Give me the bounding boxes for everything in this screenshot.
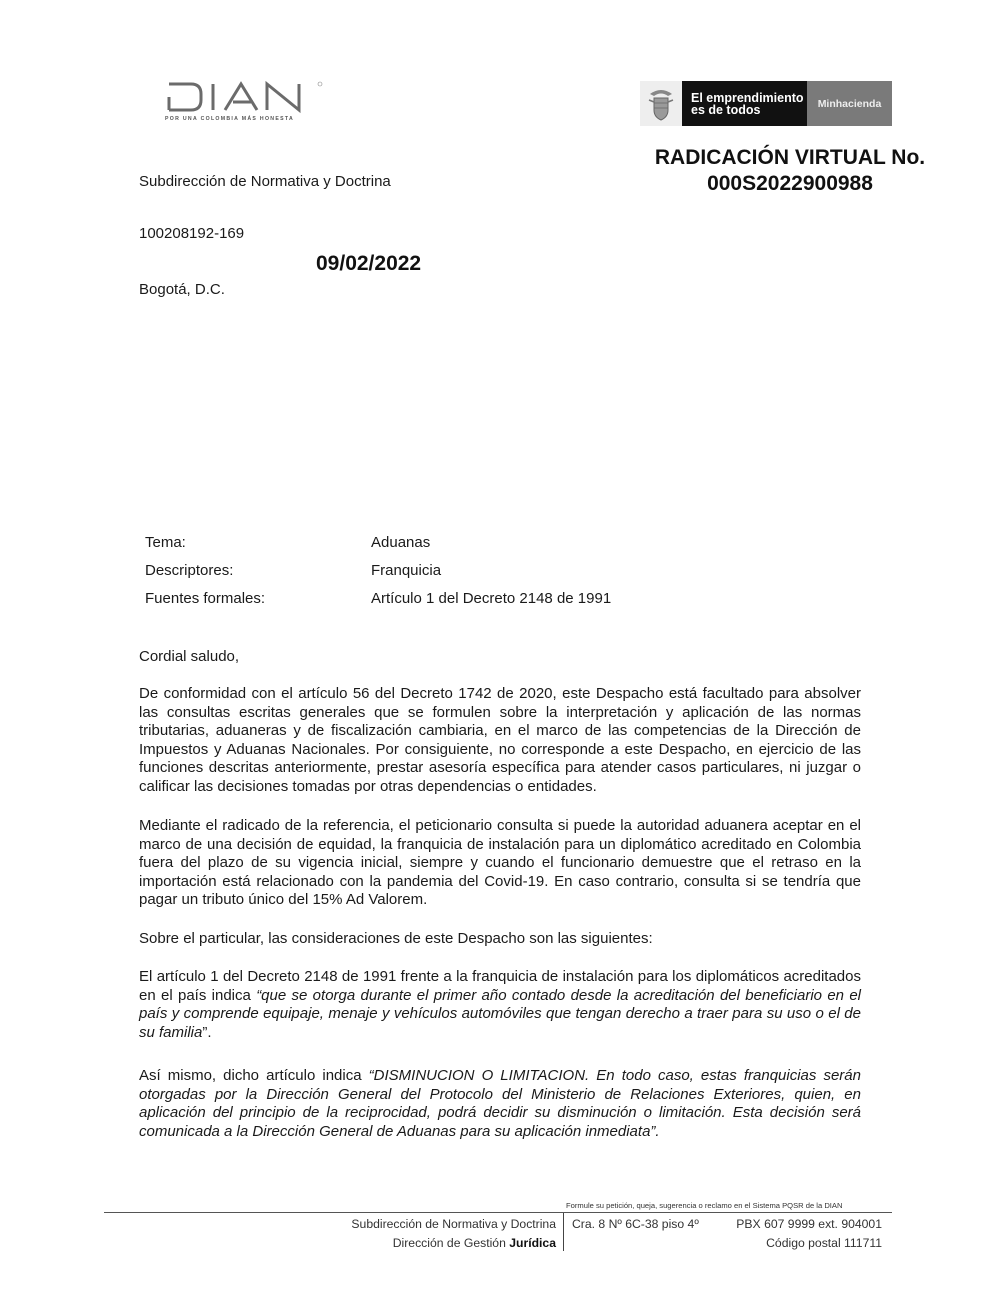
footer-address: Cra. 8 Nº 6C-38 piso 4º [572,1217,699,1231]
radicacion-block [625,145,955,197]
dian-wordmark-icon [163,80,325,114]
paragraph-4-text: El artículo 1 del Decreto 2148 de 1991 frente a la franquicia de instalación para los diplomáticos acreditados en el país indica [139,968,861,1004]
radicacion-label: RADICACIÓN VIRTUAL No. [654,146,926,169]
radicacion-number: 000S2022900988 [707,172,873,195]
meta-key: Tema: [145,533,186,551]
government-banner [640,81,892,126]
city: Bogotá, D.C. [139,281,225,298]
slogan-line-2: es de todos [691,103,761,117]
meta-row-fuentes [145,584,611,612]
meta-key: Fuentes formales: [145,589,266,607]
greeting [139,648,861,667]
slogan-block [682,81,807,126]
paragraph-5-quote: “DISMINUCION O LIMITACION. En todo caso, estas franquicias serán otorgadas por la Dirección General del Protocolo del Ministerio de Relaciones Exteriores, quien, en aplicación del principio de la reciprocidad, podrá decidir su disminución o limitación. Esta decisión será comunicada a la Dirección General de Aduanas para su aplicación inmediata”. [139,1067,861,1140]
paragraph-3 [139,930,861,949]
office-name: Subdirección de Normativa y Doctrina [139,173,391,190]
dian-logo [163,80,325,128]
subject-metadata [145,528,611,612]
footer-vertical-divider [563,1213,564,1251]
reference-number: 100208192-169 [139,225,245,242]
meta-value: Franquicia [371,561,442,579]
paragraph-4-end: ”. [202,1023,212,1041]
meta-row-tema [145,528,611,556]
dian-tagline: POR UNA COLOMBIA MÁS HONESTA [165,116,295,122]
coat-of-arms-icon [640,81,682,126]
paragraph-3-text: Sobre el particular, las consideraciones de este Despacho son las siguientes: [139,930,653,947]
pqsr-note: Formule su petición, queja, sugerencia o reclamo en el Sistema PQSR de la DIAN [566,1201,843,1210]
footer-direction-bold: Jurídica [509,1236,556,1250]
greeting-text: Cordial saludo, [139,648,240,665]
meta-value: Artículo 1 del Decreto 2148 de 1991 [371,589,612,607]
meta-key: Descriptores: [145,561,234,579]
paragraph-5-text: Así mismo, dicho artículo indica [139,1067,369,1084]
paragraph-1 [139,685,861,797]
meta-value: Aduanas [371,533,431,551]
paragraph-2-text: Mediante el radicado de la referencia, el peticionario consulta si puede la autoridad aduanera aceptar en el marco de una decisión de equidad, la franquicia de instalación para un diplomático acreditado en Colombia fuera del plazo de su vigencia inicial, siempre y cuando el funcionario demuestre que el retraso en la importación está relacionado con la pandemia del Covid-19. En caso contrario, consulta si se tendría que pagar un tributo único del 15% Ad Valorem. [139,817,861,909]
footer-direction-prefix: Dirección de Gestión [392,1236,510,1250]
footer-contact [572,1215,882,1253]
footer-office [260,1215,556,1253]
footer-phone: PBX 607 9999 ext. 904001 [736,1217,882,1231]
paragraph-5 [139,1067,861,1141]
footer-contact-row [572,1215,882,1234]
footer-office-line-1: Subdirección de Normativa y Doctrina [351,1217,556,1231]
footer-office-line-2 [260,1234,556,1253]
paragraph-2 [139,817,861,910]
paragraph-4-quote: “que se otorga durante el primer año contado desde la acreditación del beneficiario en el país y comprende equipaje, menaje y vehículos automóviles que tengan derecho a traer para su uso o el de su familia [139,986,862,1041]
footer-postal: Código postal 111711 [766,1236,882,1250]
document-date: 09/02/2022 [316,252,422,275]
ministry-label: Minhacienda [807,81,892,126]
paragraph-1-text: De conformidad con el artículo 56 del Decreto 1742 de 2020, este Despacho está facultado para absolver las consultas escritas generales que se formulen sobre la interpretación y aplicación de las normas tributarias, aduaneras y de fiscalización cambiaria, en el marco de las competencias de la Dirección de Impuestos y Aduanas Nacionales. Por consiguiente, no corresponde a este Despacho, en ejercicio de las funciones descritas anteriormente, prestar asesoría específica para atender casos particulares, ni juzgar o calificar las decisiones tomadas por otras dependencias o entidades. [139,685,861,795]
footer-divider [104,1212,892,1213]
meta-row-descriptores [145,556,611,584]
slogan-line-1: El emprendimiento [691,91,804,105]
paragraph-4 [139,968,861,1042]
